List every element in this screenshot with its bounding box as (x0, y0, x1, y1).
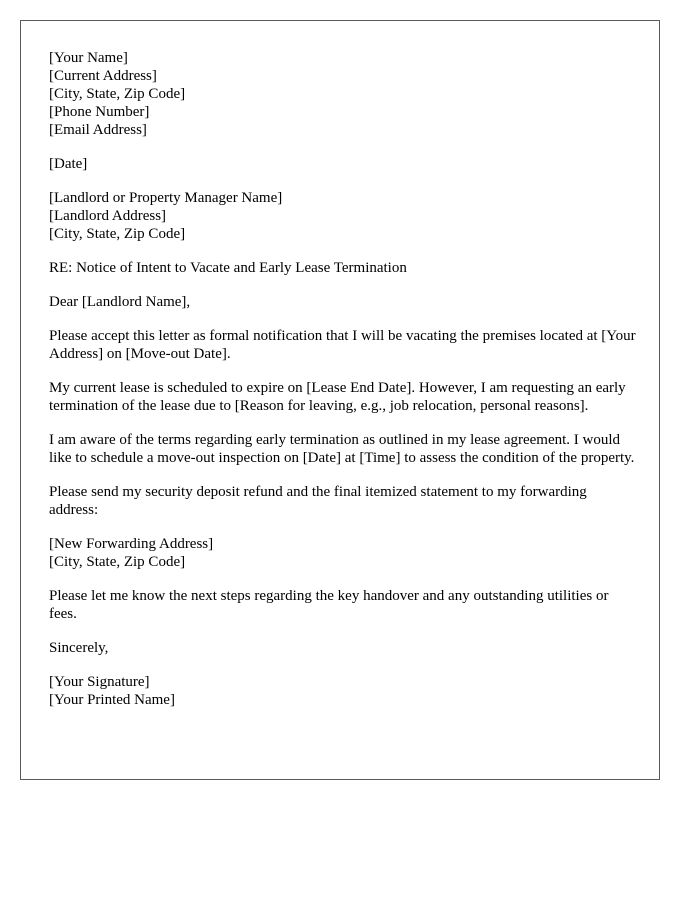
salutation: Dear [Landlord Name], (49, 294, 191, 310)
recipient-city-state-zip: [City, State, Zip Code] (49, 226, 186, 242)
forwarding-address: [New Forwarding Address] (49, 536, 214, 552)
recipient-name: [Landlord or Property Manager Name] (49, 190, 283, 206)
sender-name: [Your Name] (49, 50, 128, 66)
printed-name: [Your Printed Name] (49, 692, 175, 708)
signature-line: [Your Signature] (49, 674, 150, 690)
sender-address: [Current Address] (49, 68, 157, 84)
body-paragraph-notice: Please accept this letter as formal notification that I will be vacating the premises located at [Your Address] on [Move-out Date]. (49, 328, 636, 362)
body-paragraph-deposit: Please send my security deposit refund and the final itemized statement to my forwarding address: (49, 484, 587, 518)
sender-city-state-zip: [City, State, Zip Code] (49, 86, 186, 102)
closing: Sincerely, (49, 640, 109, 656)
body-paragraph-inspection: I am aware of the terms regarding early termination as outlined in my lease agreement. I would like to schedule a move-out inspection on [Date] at [Time] to assess the condition of the property. (49, 432, 635, 466)
body-paragraph-lease: My current lease is scheduled to expire on [Lease End Date]. However, I am requesting an early termination of the lease due to [Reason for leaving, e.g., job relocation, personal reasons]. (49, 380, 626, 414)
sender-phone: [Phone Number] (49, 104, 150, 120)
letter-body (49, 49, 639, 725)
recipient-block (49, 189, 639, 243)
sender-email: [Email Address] (49, 122, 147, 138)
letter-frame (20, 20, 660, 780)
recipient-address: [Landlord Address] (49, 208, 167, 224)
forwarding-address-block (49, 535, 639, 571)
forwarding-city-state-zip: [City, State, Zip Code] (49, 554, 186, 570)
sender-block (49, 49, 639, 139)
date-block (49, 155, 639, 173)
body-paragraph-next-steps: Please let me know the next steps regarding the key handover and any outstanding utilities or fees. (49, 588, 609, 622)
signature-block (49, 673, 639, 709)
letter-date: [Date] (49, 156, 88, 172)
subject-line: RE: Notice of Intent to Vacate and Early Lease Termination (49, 260, 407, 276)
